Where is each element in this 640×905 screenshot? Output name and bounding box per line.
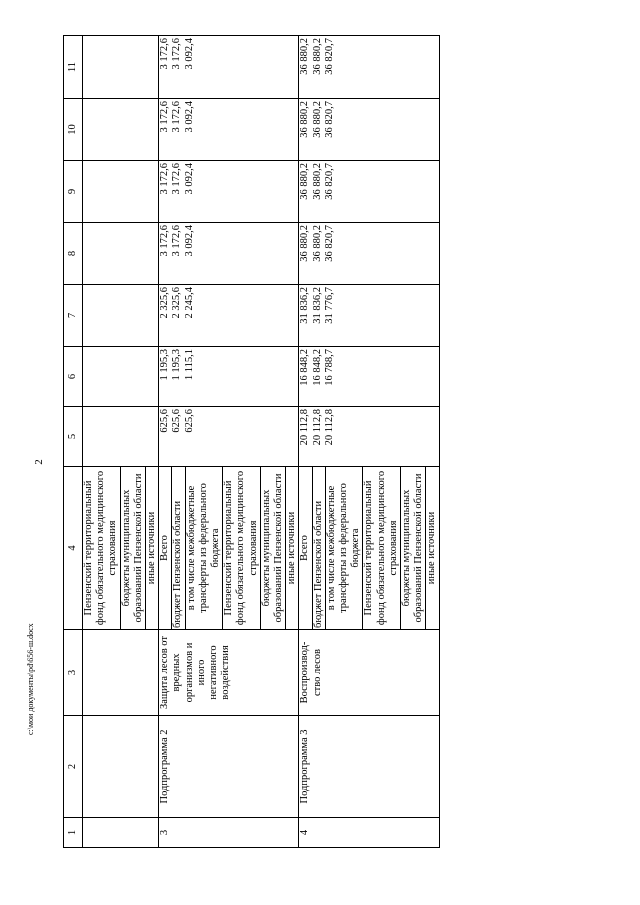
- col-header: 6: [64, 347, 83, 407]
- col-header: 2: [64, 716, 83, 818]
- value: 2 325,6: [159, 287, 171, 319]
- source-item: Пензенский территориальный фонд обязательного медицинского страхования: [363, 467, 401, 629]
- value: 3 172,6: [159, 101, 171, 133]
- value-cell: [159, 36, 299, 99]
- value-cell: [299, 285, 439, 347]
- source-item: бюджет Пензенской области: [313, 467, 326, 629]
- value-cell: [299, 223, 439, 285]
- value: 2 325,6: [171, 287, 183, 319]
- value: 3 172,6: [171, 163, 183, 195]
- source-item: иные источники: [286, 511, 298, 585]
- value: 3 092,4: [183, 163, 195, 195]
- value: 625,6: [171, 409, 183, 433]
- value-cell: [159, 223, 299, 285]
- source-item: бюджет Пензенской области: [172, 467, 185, 629]
- source-list: [83, 467, 159, 630]
- value: 36 820,7: [323, 163, 335, 200]
- value: 36 880,2: [311, 163, 323, 200]
- value: 20 112,8: [323, 409, 335, 446]
- value: 3 172,6: [171, 38, 183, 70]
- header-row: [64, 36, 83, 848]
- source-item: иные источники: [146, 511, 158, 585]
- source-item: в том числе межбюджетные трансферты из федерального бюджета: [186, 467, 224, 629]
- value: 31 836,2: [311, 287, 323, 324]
- subprogram-name: Подпрограмма 3: [299, 716, 439, 818]
- source-item: Всего: [299, 467, 312, 629]
- value-cell: [159, 347, 299, 407]
- table-row: [159, 36, 299, 848]
- value: 3 092,4: [183, 225, 195, 257]
- value: 3 172,6: [171, 225, 183, 257]
- value: 3 172,6: [171, 101, 183, 133]
- value: 3 092,4: [183, 101, 195, 133]
- value: 36 880,2: [311, 38, 323, 75]
- value: 3 172,6: [159, 225, 171, 257]
- value-cell: [299, 99, 439, 161]
- value: 1 195,3: [171, 349, 183, 381]
- source-item: бюджеты муниципальных образований Пензенской области: [121, 467, 146, 629]
- page-number: 2: [32, 459, 45, 465]
- source-item: иные источники: [426, 511, 438, 585]
- value: 36 820,7: [323, 225, 335, 262]
- source-item: Пензенский территориальный фонд обязательного медицинского страхования: [223, 467, 261, 629]
- value: 1 115,1: [183, 349, 195, 381]
- col-header: 10: [64, 99, 83, 161]
- value: 36 880,2: [311, 225, 323, 262]
- value: 3 092,4: [183, 38, 195, 70]
- value: 625,6: [159, 409, 171, 433]
- value: 36 880,2: [299, 38, 311, 75]
- value: 36 880,2: [299, 225, 311, 262]
- value: 31 836,2: [299, 287, 311, 324]
- col-header: 3: [64, 630, 83, 716]
- footer-file-path: c:\мои документы\pd\656-ш.docx: [26, 623, 35, 735]
- source-item: Всего: [159, 467, 172, 629]
- value-cell: [299, 161, 439, 223]
- col-header: 7: [64, 285, 83, 347]
- value: 625,6: [183, 409, 195, 433]
- value: 16 788,7: [323, 349, 335, 386]
- rotated-page: [63, 36, 626, 848]
- row-number: 3: [159, 818, 299, 848]
- budget-table: [63, 35, 440, 848]
- col-header: 11: [64, 36, 83, 99]
- value: 36 820,7: [323, 38, 335, 75]
- value: 1 195,3: [159, 349, 171, 381]
- subprogram-name: Подпрограмма 2: [159, 716, 299, 818]
- value: 36 880,2: [299, 163, 311, 200]
- value: 31 776,7: [323, 287, 335, 324]
- table-row: [299, 36, 439, 848]
- subprogram-title: Защита лесов от вредных организмов и иного негативного воздействия: [159, 630, 299, 716]
- value: 36 820,7: [323, 101, 335, 138]
- source-item: бюджеты муниципальных образований Пензенской области: [401, 467, 426, 629]
- value-cell: [159, 161, 299, 223]
- value: 2 245,4: [183, 287, 195, 319]
- col-header: 5: [64, 407, 83, 467]
- source-list: [159, 467, 299, 630]
- value: 36 880,2: [311, 101, 323, 138]
- value: 36 880,2: [299, 101, 311, 138]
- continuation-row: [83, 36, 159, 848]
- value: 20 112,8: [299, 409, 311, 446]
- value: 3 172,6: [159, 163, 171, 195]
- value-cell: [159, 407, 299, 467]
- source-item: в том числе межбюджетные трансферты из федерального бюджета: [326, 467, 364, 629]
- row-number: 4: [299, 818, 439, 848]
- source-item: бюджеты муниципальных образований Пензенской области: [261, 467, 286, 629]
- col-header: 4: [64, 467, 83, 630]
- col-header: 8: [64, 223, 83, 285]
- value: 16 848,2: [299, 349, 311, 386]
- value-cell: [299, 407, 439, 467]
- value-cell: [159, 99, 299, 161]
- col-header: 1: [64, 818, 83, 848]
- subprogram-title: Воспроизвод-ство лесов: [299, 630, 439, 716]
- source-item: Пензенский территориальный фонд обязательного медицинского страхования: [83, 467, 121, 629]
- value-cell: [159, 285, 299, 347]
- value: 20 112,8: [311, 409, 323, 446]
- source-list: [299, 467, 439, 630]
- col-header: 9: [64, 161, 83, 223]
- value: 3 172,6: [159, 38, 171, 70]
- value: 16 848,2: [311, 349, 323, 386]
- value-cell: [299, 347, 439, 407]
- value-cell: [299, 36, 439, 99]
